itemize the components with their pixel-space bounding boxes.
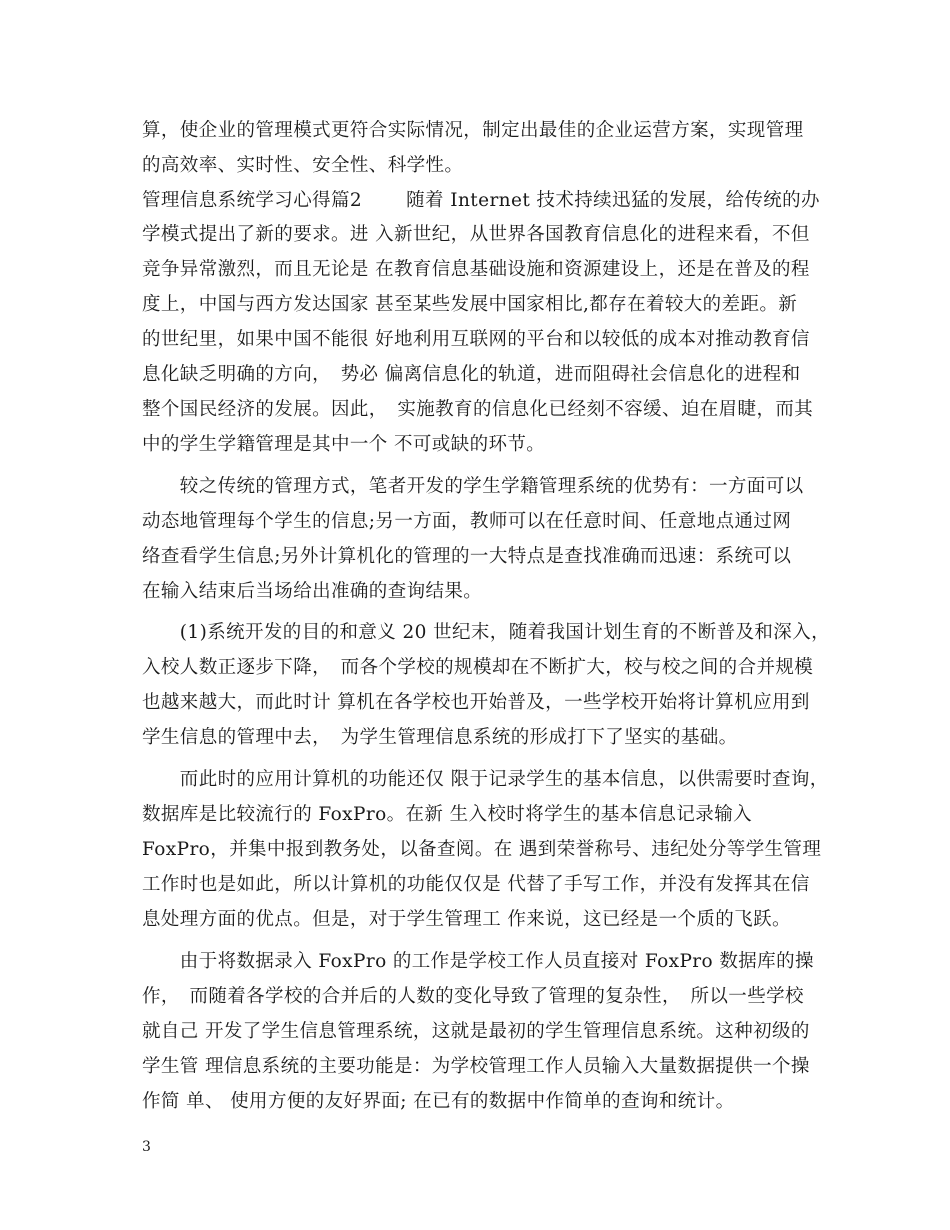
text-line: 入校人数正逐步下降， 而各个学校的规模却在不断扩大，校与校之间的合并规模 — [142, 657, 814, 678]
text-line: 竞争异常激烈，而且无论是 在教育信息基础设施和资源建设上，还是在普及的程 — [142, 259, 810, 280]
text-line: 息处理方面的优点。但是，对于学生管理工 作来说，这已经是一个质的飞跃。 — [142, 909, 791, 930]
text-line: 数据库是比较流行的 FoxPro。在新 生入校时将学生的基本信息记录输入 — [142, 804, 752, 825]
text-line: 作简 单、 使用方便的友好界面; 在已有的数据中作简单的查询和统计。 — [142, 1091, 735, 1112]
text-line: 作， 而随着各学校的合并后的人数的变化导致了管理的复杂性， 所以一些学校 — [142, 986, 804, 1007]
text-line: 息化缺乏明确的方向， 势必 偏离信息化的轨道，进而阻碍社会信息化的进程和 — [142, 364, 801, 385]
text-line: 学生信息的管理中去， 为学生管理信息系统的形成打下了坚实的基础。 — [142, 727, 738, 748]
text-line: 工作时也是如此，所以计算机的功能仅仅是 代替了手写工作，并没有发挥其在信 — [142, 874, 810, 895]
text-line: (1)系统开发的目的和意义 20 世纪末，随着我国计划生育的不断普及和深入， — [142, 622, 831, 643]
text-line: 学生管 理信息系统的主要功能是：为学校管理工作人员输入大量数据提供一个操 — [142, 1056, 810, 1077]
text-line: 由于将数据录入 FoxPro 的工作是学校工作人员直接对 FoxPro 数据库的操 — [142, 951, 814, 972]
text-line: 的高效率、实时性、安全性、科学性。 — [142, 155, 464, 176]
text-line: 中的学生学籍管理是其中一个 不可或缺的环节。 — [142, 434, 546, 455]
page-number: 3 — [142, 1139, 151, 1155]
text-line: 就自己 开发了学生信息管理系统，这就是最初的学生管理信息系统。这种初级的 — [142, 1021, 810, 1042]
text-line: 学模式提出了新的要求。进 入新世纪，从世界各国教育信息化的进程来看，不但 — [142, 224, 810, 245]
text-line: 络查看学生信息;另外计算机化的管理的一大特点是查找准确而迅速：系统可以 — [142, 546, 792, 567]
text-line: 的世纪里，如果中国不能很 好地利用互联网的平台和以较低的成本对推动教育信 — [142, 329, 810, 350]
text-line: 而此时的应用计算机的功能还仅 限于记录学生的基本信息，以供需要时查询， — [142, 769, 829, 790]
text-line: 管理信息系统学习心得篇2 随着 Internet 技术持续迅猛的发展，给传统的办 — [142, 190, 820, 211]
text-line: 整个国民经济的发展。因此， 实施教育的信息化已经刻不容缓、迫在眉睫，而其 — [142, 399, 814, 420]
text-line: 度上，中国与西方发达国家 甚至某些发展中国家相比,都存在着较大的差距。新 — [142, 294, 798, 315]
text-line: 动态地管理每个学生的信息;另一方面，教师可以在任意时间、任意地点通过网 — [142, 511, 792, 532]
text-line: 算，使企业的管理模式更符合实际情况，制定出最佳的企业运营方案，实现管理 — [142, 120, 804, 141]
text-line: 较之传统的管理方式，笔者开发的学生学籍管理系统的优势有：一方面可以 — [142, 476, 804, 497]
text-line: 在输入结束后当场给出准确的查询结果。 — [142, 581, 483, 602]
text-line: FoxPro，并集中报到教务处，以备查阅。在 遇到荣誉称号、违纪处分等学生管理 — [142, 839, 822, 860]
text-line: 也越来越大，而此时计 算机在各学校也开始普及，一些学校开始将计算机应用到 — [142, 692, 810, 713]
